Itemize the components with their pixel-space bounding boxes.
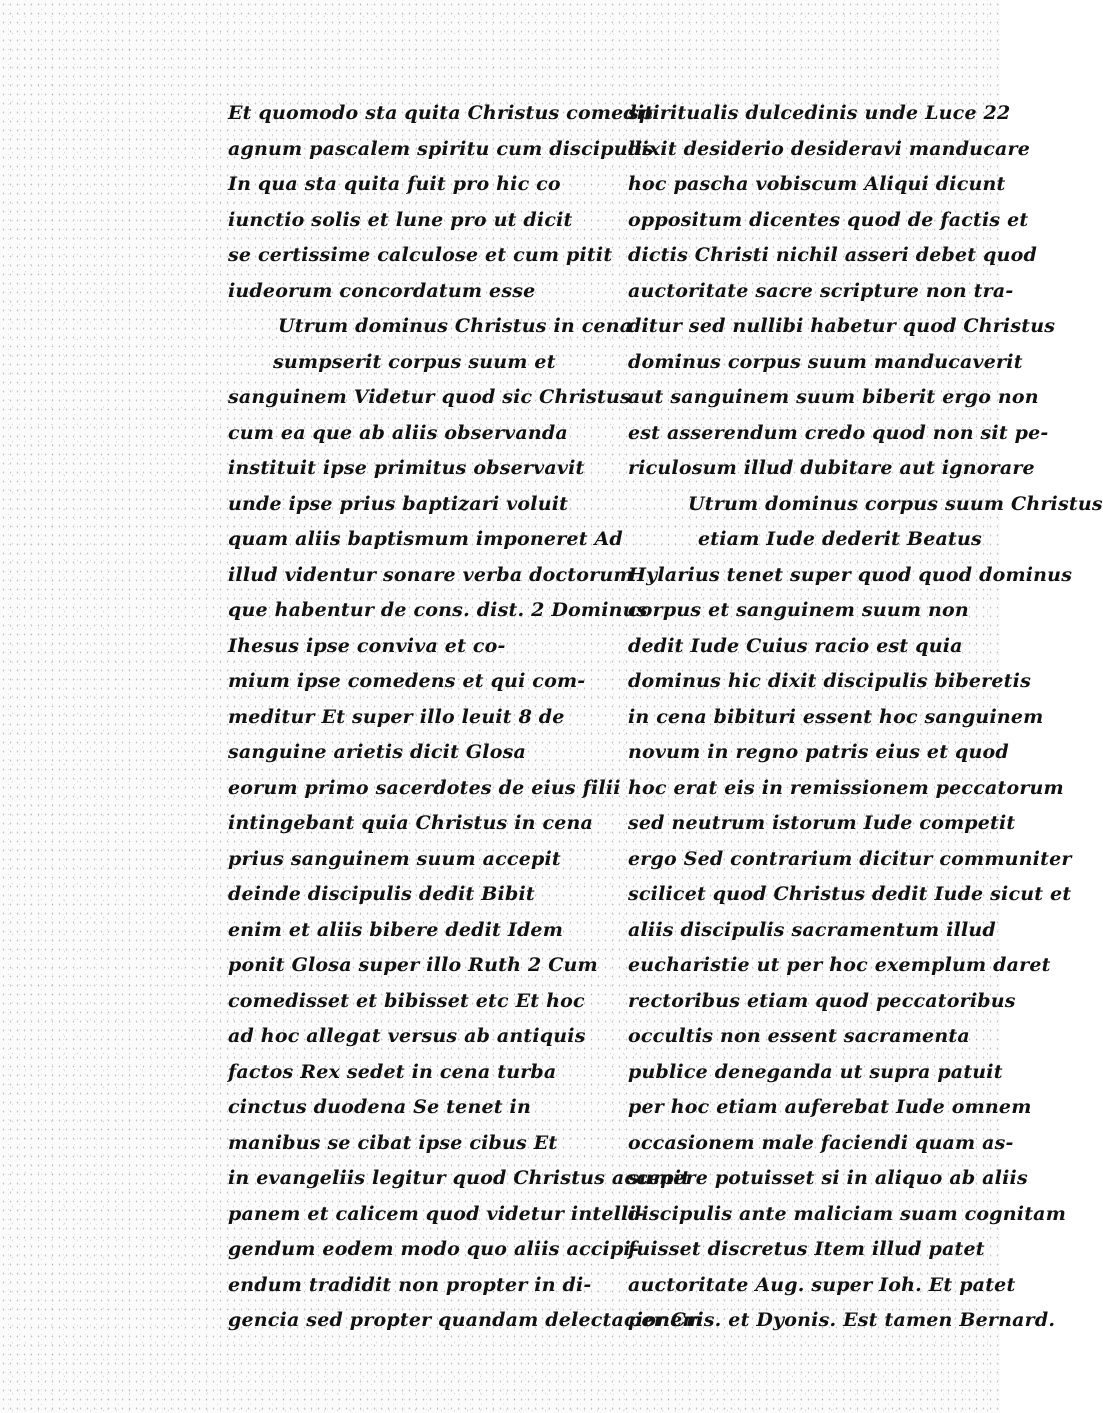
manuscript-line: auctoritate sacre scripture non tra- (628, 279, 1014, 302)
manuscript-line: ditur sed nullibi habetur quod Christus (628, 315, 1056, 337)
manuscript-line: scilicet quod Christus dedit Iude sicut et (628, 883, 1072, 905)
manuscript-line: eucharistie ut per hoc exemplum daret (628, 954, 1051, 976)
manuscript-line: gencia sed propter quandam delectacionem (228, 1309, 703, 1331)
manuscript-line: per hoc etiam auferebat Iude omnem (628, 1096, 1032, 1118)
manuscript-line: Ihesus ipse conviva et co- (228, 634, 506, 657)
manuscript-line: in cena bibituri essent hoc sanguinem (628, 705, 1044, 728)
manuscript-line: manibus se cibat ipse cibus Et (228, 1131, 558, 1154)
manuscript-line: ad hoc allegat versus ab antiquis (228, 1025, 586, 1047)
manuscript-line: dominus hic dixit discipulis biberetis (628, 670, 1031, 692)
manuscript-line: per Cris. et Dyonis. Est tamen Bernard. (628, 1309, 1056, 1331)
manuscript-line: cinctus duodena Se tenet in (228, 1096, 531, 1118)
manuscript-line: iunctio solis et lune pro ut dicit (228, 208, 573, 231)
manuscript-line: Utrum dominus corpus suum Christus (688, 492, 1103, 515)
manuscript-line: agnum pascalem spiritu cum discipulis (228, 137, 654, 160)
manuscript-line: In qua sta quita fuit pro hic co (228, 173, 561, 195)
manuscript-line: iudeorum concordatum esse (228, 279, 536, 302)
manuscript-line: sed neutrum istorum Iude competit (628, 812, 1016, 834)
manuscript-line: auctoritate Aug. super Ioh. Et patet (628, 1273, 1016, 1296)
manuscript-line: cum ea que ab aliis observanda (228, 421, 568, 444)
manuscript-line: intingebant quia Christus in cena (228, 812, 594, 834)
manuscript-line: Utrum dominus Christus in cena (278, 315, 633, 337)
manuscript-line: ponit Glosa super illo Ruth 2 Cum (228, 954, 598, 976)
manuscript-line: riculosum illud dubitare aut ignorare (628, 457, 1035, 479)
manuscript-line: Et quomodo sta quita Christus comedit (228, 102, 654, 124)
manuscript-line: occultis non essent sacramenta (628, 1025, 970, 1047)
manuscript-line: occasionem male faciendi quam as- (628, 1131, 1014, 1154)
manuscript-line: sumpserit corpus suum et (273, 350, 556, 373)
manuscript-line: meditur Et super illo leuit 8 de (228, 705, 565, 728)
manuscript-line: sanguinem Videtur quod sic Christus (228, 386, 631, 408)
manuscript-line: que habentur de cons. dist. 2 Dominus (228, 599, 648, 621)
manuscript-line: Hylarius tenet super quod quod dominus (628, 563, 1073, 586)
manuscript-line: est asserendum credo quod non sit pe- (628, 421, 1049, 444)
manuscript-line: fuisset discretus Item illud patet (628, 1238, 985, 1260)
manuscript-line: se certissime calculose et cum pitit (228, 244, 613, 266)
manuscript-line: enim et aliis bibere dedit Idem (228, 918, 564, 941)
manuscript-line: dictis Christi nichil asseri debet quod (628, 244, 1037, 266)
manuscript-line: ergo Sed contrarium dicitur communiter (628, 847, 1072, 870)
manuscript-line: discipulis ante maliciam suam cognitam (628, 1202, 1066, 1225)
manuscript-line: spiritualis dulcedinis unde Luce 22 (628, 102, 1011, 124)
manuscript-line: dominus corpus suum manducaverit (628, 350, 1023, 373)
manuscript-line: unde ipse prius baptizari voluit (228, 492, 569, 515)
manuscript-line: prius sanguinem suum accepit (228, 847, 561, 870)
manuscript-line: gendum eodem modo quo aliis accipi- (228, 1238, 639, 1260)
manuscript-line: hoc erat eis in remissionem peccatorum (628, 776, 1064, 799)
manuscript-line: endum tradidit non propter in di- (228, 1273, 592, 1296)
manuscript-line: oppositum dicentes quod de factis et (628, 208, 1029, 231)
right-text-column (628, 96, 1103, 1339)
manuscript-line: hoc pascha vobiscum Aliqui dicunt (628, 173, 1006, 195)
manuscript-line: dedit Iude Cuius racio est quia (628, 634, 963, 657)
left-text-column (228, 96, 703, 1339)
manuscript-line: illud videntur sonare verba doctorum (228, 563, 634, 586)
manuscript-line: rectoribus etiam quod peccatoribus (628, 989, 1016, 1012)
manuscript-line: publice deneganda ut supra patuit (628, 1060, 1003, 1083)
manuscript-line: dixit desiderio desideravi manducare (628, 137, 1030, 160)
manuscript-line: corpus et sanguinem suum non (628, 599, 969, 621)
manuscript-line: deinde discipulis dedit Bibit (228, 883, 535, 905)
manuscript-line: novum in regno patris eius et quod (628, 741, 1009, 763)
manuscript-line: comedisset et bibisset etc Et hoc (228, 989, 585, 1012)
manuscript-line: sanguine arietis dicit Glosa (228, 741, 526, 763)
manuscript-line: mium ipse comedens et qui com- (228, 670, 586, 692)
manuscript-line: in evangeliis legitur quod Christus accepit (228, 1167, 691, 1189)
manuscript-line: etiam Iude dederit Beatus (698, 528, 982, 550)
manuscript-line: instituit ipse primitus observavit (228, 457, 585, 479)
manuscript-line: factos Rex sedet in cena turba (228, 1060, 557, 1083)
manuscript-line: sumere potuisset si in aliquo ab aliis (628, 1167, 1028, 1189)
manuscript-line: quam aliis baptismum imponeret Ad (228, 528, 623, 550)
manuscript-line: aliis discipulis sacramentum illud (628, 918, 996, 941)
manuscript-line: eorum primo sacerdotes de eius filii (228, 776, 621, 799)
manuscript-line: aut sanguinem suum biberit ergo non (628, 386, 1039, 408)
manuscript-line: panem et calicem quod videtur intelli- (228, 1202, 644, 1225)
